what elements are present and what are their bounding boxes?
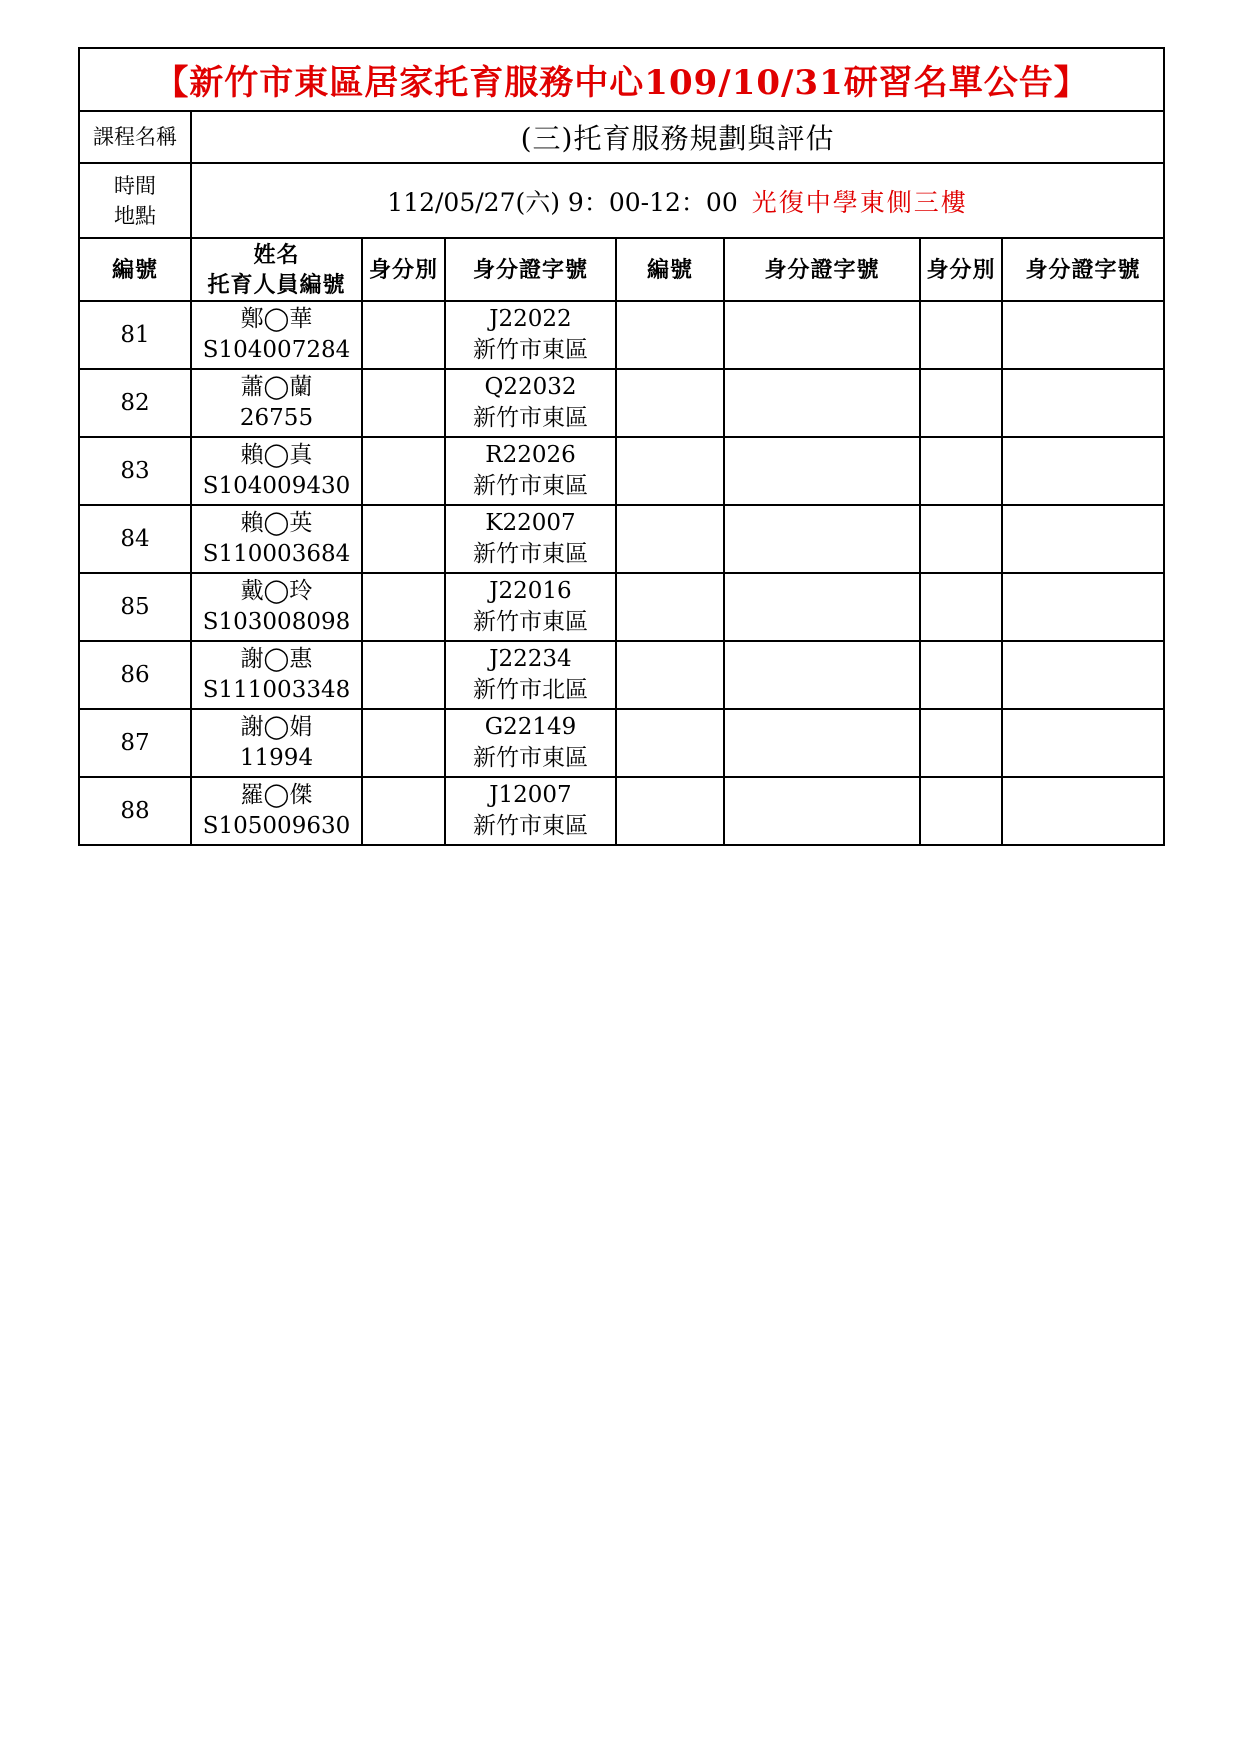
table-row: [79, 573, 1164, 641]
row-id-cell: [445, 437, 616, 505]
row-empty-id-2: [1002, 505, 1164, 573]
row-number: 87: [79, 709, 191, 777]
row-empty-id: [724, 437, 920, 505]
row-name: 賴◯真: [240, 442, 313, 468]
header-gender-2: 身分別: [920, 238, 1002, 301]
row-name: 蕭◯蘭: [240, 374, 313, 400]
row-name: 謝◯娟: [240, 714, 313, 740]
row-empty-no: [616, 505, 724, 573]
row-staff-id: S110003684: [202, 541, 351, 567]
row-name-cell: [191, 505, 362, 573]
page-title: 【新竹市東區居家托育服務中心109/10/31研習名單公告】: [79, 48, 1164, 111]
row-empty-id-2: [1002, 573, 1164, 641]
row-staff-id: S104007284: [202, 337, 351, 363]
row-name-cell: [191, 369, 362, 437]
row-name-cell: [191, 573, 362, 641]
row-empty-gender: [920, 437, 1002, 505]
row-empty-id-2: [1002, 709, 1164, 777]
row-gender: [362, 369, 445, 437]
row-empty-no: [616, 369, 724, 437]
row-id: G22149: [484, 714, 577, 740]
row-district: 新竹市東區: [473, 473, 588, 499]
row-empty-id-2: [1002, 641, 1164, 709]
row-number: 84: [79, 505, 191, 573]
row-empty-no: [616, 777, 724, 845]
header-no-2: 編號: [616, 238, 724, 301]
row-empty-no: [616, 709, 724, 777]
table-row: [79, 437, 1164, 505]
table-row: [79, 777, 1164, 845]
row-id: J12007: [489, 782, 572, 808]
row-id-cell: [445, 505, 616, 573]
row-name: 羅◯傑: [240, 782, 313, 808]
row-empty-gender: [920, 641, 1002, 709]
time-label: 時間: [114, 173, 156, 198]
row-empty-id: [724, 709, 920, 777]
row-empty-gender: [920, 505, 1002, 573]
table-row: [79, 709, 1164, 777]
header-name: [191, 238, 362, 301]
row-id: R22026: [485, 442, 576, 468]
row-name: 戴◯玲: [240, 578, 313, 604]
row-number: 81: [79, 301, 191, 369]
row-empty-id-2: [1002, 777, 1164, 845]
row-district: 新竹市東區: [473, 337, 588, 363]
time-place-label: [79, 163, 191, 238]
row-id-cell: [445, 709, 616, 777]
row-id-cell: [445, 301, 616, 369]
row-district: 新竹市北區: [473, 677, 588, 703]
row-number: 82: [79, 369, 191, 437]
row-district: 新竹市東區: [473, 541, 588, 567]
row-empty-id: [724, 573, 920, 641]
row-name-cell: [191, 301, 362, 369]
row-gender: [362, 437, 445, 505]
row-empty-id-2: [1002, 369, 1164, 437]
row-district: 新竹市東區: [473, 745, 588, 771]
row-empty-no: [616, 573, 724, 641]
place-label: 地點: [114, 203, 156, 228]
row-staff-id: S104009430: [202, 473, 351, 499]
header-name-line1: 姓名: [253, 241, 300, 268]
course-label: 課程名稱: [79, 111, 191, 163]
row-number: 83: [79, 437, 191, 505]
row-gender: [362, 709, 445, 777]
row-staff-id: S105009630: [202, 813, 351, 839]
row-number: 88: [79, 777, 191, 845]
row-id: J22022: [489, 306, 572, 332]
row-gender: [362, 777, 445, 845]
header-no: 編號: [79, 238, 191, 301]
header-name-line2: 托育人員編號: [207, 271, 346, 298]
row-staff-id: 26755: [239, 405, 314, 431]
row-gender: [362, 505, 445, 573]
session-info: [191, 163, 1164, 238]
row-empty-no: [616, 301, 724, 369]
session-datetime: 112/05/27(六) 9：00-12：00: [387, 187, 738, 217]
row-name-cell: [191, 437, 362, 505]
row-district: 新竹市東區: [473, 405, 588, 431]
row-empty-id: [724, 641, 920, 709]
row-empty-id: [724, 777, 920, 845]
course-name: (三)托育服務規劃與評估: [191, 111, 1164, 163]
row-id: K22007: [485, 510, 576, 536]
row-empty-id: [724, 505, 920, 573]
row-district: 新竹市東區: [473, 609, 588, 635]
session-venue: 光復中學東側三樓: [751, 187, 968, 217]
header-id-2: 身分證字號: [724, 238, 920, 301]
row-staff-id: S103008098: [202, 609, 351, 635]
header-id-3: 身分證字號: [1002, 238, 1164, 301]
row-empty-id-2: [1002, 437, 1164, 505]
row-name: 鄭◯華: [240, 306, 313, 332]
row-district: 新竹市東區: [473, 813, 588, 839]
table-row: [79, 369, 1164, 437]
row-id-cell: [445, 777, 616, 845]
row-name-cell: [191, 709, 362, 777]
table-row: [79, 505, 1164, 573]
row-gender: [362, 301, 445, 369]
header-id: 身分證字號: [445, 238, 616, 301]
row-id-cell: [445, 369, 616, 437]
row-empty-id: [724, 369, 920, 437]
row-name: 賴◯英: [240, 510, 313, 536]
row-empty-gender: [920, 301, 1002, 369]
row-empty-gender: [920, 369, 1002, 437]
row-gender: [362, 641, 445, 709]
row-name-cell: [191, 777, 362, 845]
row-empty-no: [616, 641, 724, 709]
row-id-cell: [445, 573, 616, 641]
row-empty-no: [616, 437, 724, 505]
column-header-row: [79, 238, 1164, 301]
row-number: 86: [79, 641, 191, 709]
attendee-list-table: [78, 47, 1165, 846]
row-id-cell: [445, 641, 616, 709]
row-id: J22016: [489, 578, 572, 604]
row-empty-gender: [920, 709, 1002, 777]
row-empty-gender: [920, 777, 1002, 845]
table-row: [79, 641, 1164, 709]
row-id: J22234: [489, 646, 572, 672]
row-id: Q22032: [484, 374, 577, 400]
table-row: [79, 301, 1164, 369]
row-name-cell: [191, 641, 362, 709]
row-empty-gender: [920, 573, 1002, 641]
row-staff-id: 11994: [239, 745, 314, 771]
row-staff-id: S111003348: [202, 677, 351, 703]
row-gender: [362, 573, 445, 641]
row-empty-id-2: [1002, 301, 1164, 369]
row-number: 85: [79, 573, 191, 641]
row-name: 謝◯惠: [240, 646, 313, 672]
header-gender: 身分別: [362, 238, 445, 301]
row-empty-id: [724, 301, 920, 369]
